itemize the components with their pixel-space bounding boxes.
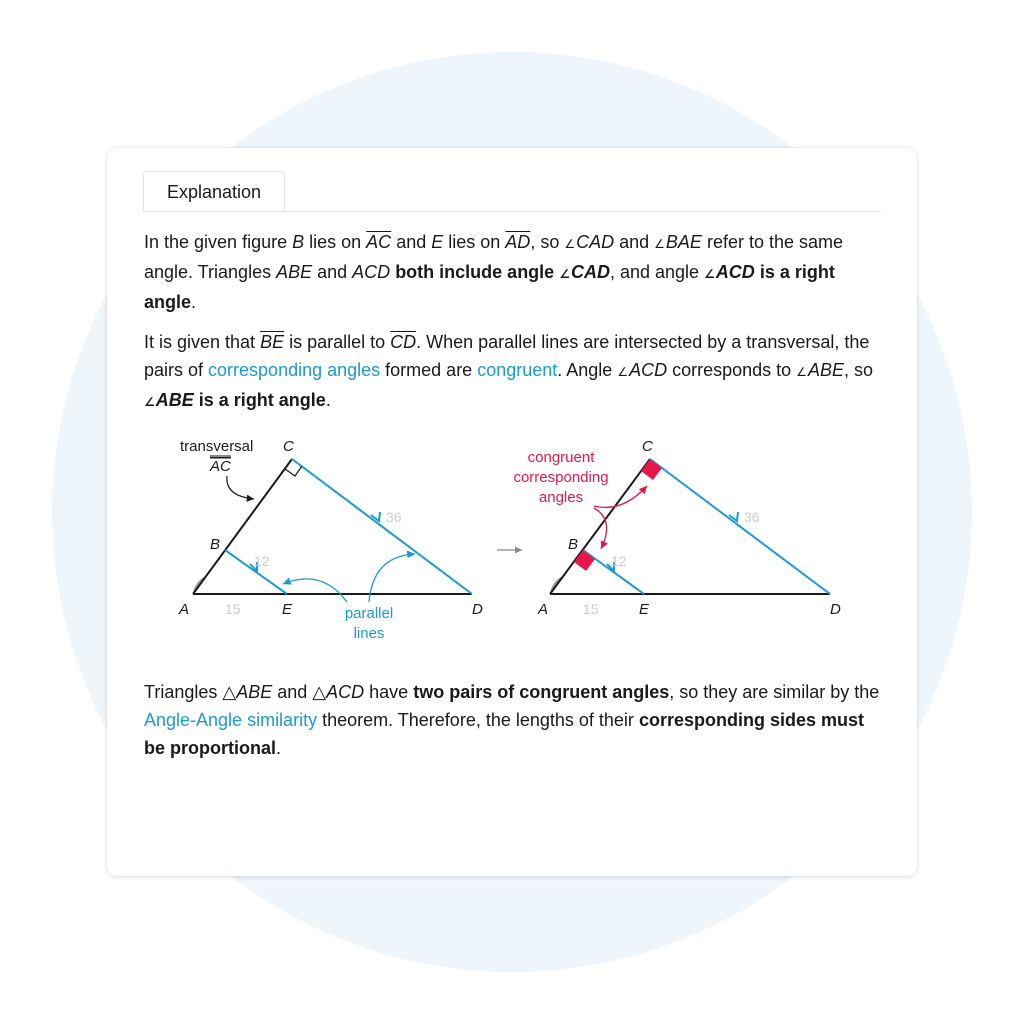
label-b: B: [210, 536, 221, 553]
label-d-right: D: [830, 601, 841, 618]
right-triangle: [513, 438, 841, 618]
length-cd: 36: [386, 509, 402, 525]
angles-label: angles: [538, 489, 584, 506]
label-b-right: B: [568, 536, 579, 553]
link-congruent[interactable]: congruent: [477, 360, 558, 380]
length-be: 12: [254, 553, 270, 569]
right-angle-b-mark: [574, 550, 595, 571]
length-cd-right: 36: [744, 509, 760, 525]
paragraph-1: In the given figure B lies on $\overline{AC}$ and E lies on $\overline{AD}$, so ∠CAD and ∠BAE refer to the same angle. Triangles ABE and ACD both include angle ∠CAD, and angle ∠ACD is a right angle.: [144, 232, 844, 312]
ac-label: AC: [210, 458, 231, 475]
triangle-diagram: [107, 428, 852, 668]
tab-explanation[interactable]: Explanation: [143, 171, 285, 211]
label-c: C: [283, 438, 294, 455]
paragraph-2: It is given that $\overline{BE}$ is parallel to $\overline{CD}$. When parallel lines are intersected by a transversal, the pairs of corresponding angles formed are congruent. Angle ∠ACD corresponds to ∠ABE, so ∠ABE is a right angle.: [144, 332, 873, 410]
transversal-arrow: [227, 476, 254, 499]
length-be-right: 12: [611, 553, 627, 569]
corresponding-label: corresponding: [513, 469, 609, 486]
length-ae-right: 15: [583, 601, 599, 617]
label-e-right: E: [639, 601, 650, 618]
side-cd-right: [650, 459, 830, 594]
paragraph-3: Triangles △ABE and △ACD have two pairs of congruent angles, so they are similar by the Angle-Angle similarity theorem. Therefore, the lengths of their corresponding sides must be proportional.: [144, 682, 880, 758]
side-cd: [292, 459, 472, 594]
congruent-arrow-down: [594, 508, 607, 549]
length-ae: 15: [225, 601, 241, 617]
explanation-card: [107, 148, 917, 876]
parallel-label: parallel: [344, 605, 394, 622]
label-e: E: [282, 601, 293, 618]
left-triangle: [178, 438, 483, 642]
right-angle-mark: [285, 466, 302, 476]
transversal-label: transversal: [180, 438, 254, 455]
label-a-right: A: [538, 601, 549, 618]
link-angle-angle-similarity[interactable]: Angle-Angle similarity: [144, 710, 318, 730]
parallel-arrow-1: [283, 579, 347, 602]
label-d: D: [472, 601, 483, 618]
label-c-right: C: [642, 438, 653, 455]
congruent-label: congruent: [527, 449, 595, 466]
link-corresponding-angles[interactable]: corresponding angles: [208, 360, 381, 380]
congruent-arrow-up: [594, 486, 647, 507]
explanation-content: [144, 228, 889, 774]
label-a: A: [179, 601, 190, 618]
triangle-figure: [107, 428, 852, 668]
lines-label: lines: [353, 625, 385, 642]
side-ac: [193, 459, 292, 594]
tab-bar: [143, 171, 881, 212]
right-angle-c-mark: [641, 459, 662, 480]
